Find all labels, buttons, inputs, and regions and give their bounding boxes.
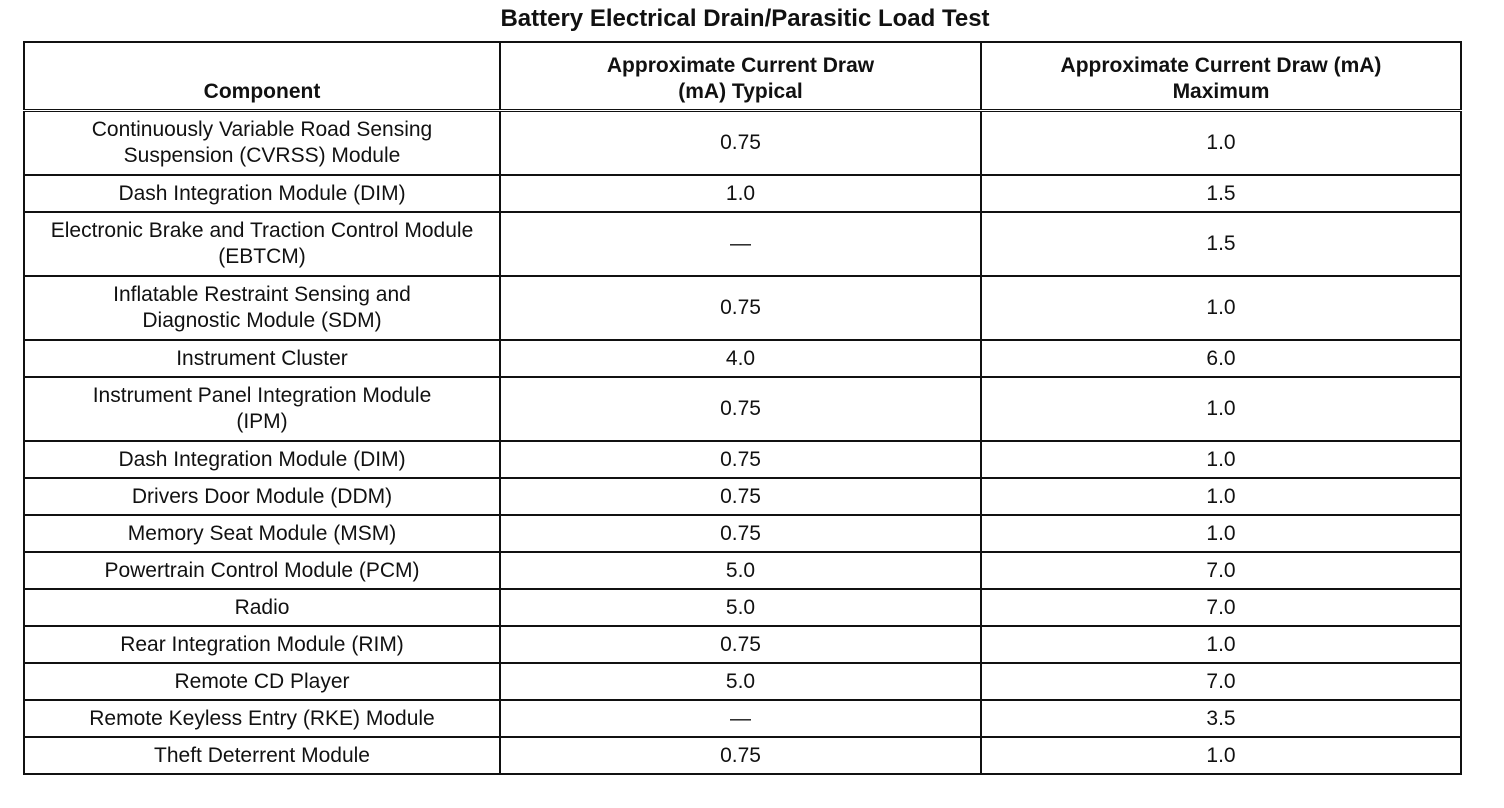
typical-cell: 0.75 xyxy=(500,377,981,441)
maximum-cell: 1.0 xyxy=(981,478,1461,515)
typical-cell: 5.0 xyxy=(500,589,981,626)
maximum-cell: 1.0 xyxy=(981,111,1461,176)
maximum-cell: 1.0 xyxy=(981,626,1461,663)
maximum-cell: 7.0 xyxy=(981,589,1461,626)
maximum-cell: 1.0 xyxy=(981,441,1461,478)
table-row xyxy=(24,276,1461,340)
component-cell: Instrument Panel Integration Module (IPM) xyxy=(24,377,500,441)
table-row xyxy=(24,175,1461,212)
typical-cell: — xyxy=(500,212,981,276)
maximum-cell: 7.0 xyxy=(981,552,1461,589)
table-row xyxy=(24,212,1461,276)
typical-cell: 0.75 xyxy=(500,515,981,552)
table-row xyxy=(24,340,1461,377)
header-row xyxy=(24,42,1461,111)
maximum-cell: 1.0 xyxy=(981,276,1461,340)
typical-cell: — xyxy=(500,700,981,737)
typical-cell: 5.0 xyxy=(500,552,981,589)
typical-cell: 0.75 xyxy=(500,276,981,340)
header-maximum: Approximate Current Draw (mA) Maximum xyxy=(981,42,1461,111)
table-row xyxy=(24,700,1461,737)
table-title: Battery Electrical Drain/Parasitic Load Test xyxy=(500,5,990,32)
header-component: Component xyxy=(24,42,500,111)
table-row xyxy=(24,377,1461,441)
current-draw-table xyxy=(23,41,1462,775)
component-cell: Radio xyxy=(24,589,500,626)
table-row xyxy=(24,552,1461,589)
typical-cell: 0.75 xyxy=(500,626,981,663)
component-cell: Memory Seat Module (MSM) xyxy=(24,515,500,552)
component-cell: Continuously Variable Road Sensing Suspension (CVRSS) Module xyxy=(24,111,500,176)
maximum-cell: 6.0 xyxy=(981,340,1461,377)
component-cell: Remote Keyless Entry (RKE) Module xyxy=(24,700,500,737)
typical-cell: 0.75 xyxy=(500,111,981,176)
table-row xyxy=(24,441,1461,478)
component-cell: Powertrain Control Module (PCM) xyxy=(24,552,500,589)
component-cell: Theft Deterrent Module xyxy=(24,737,500,774)
typical-cell: 0.75 xyxy=(500,478,981,515)
table-row xyxy=(24,111,1461,176)
typical-cell: 1.0 xyxy=(500,175,981,212)
table-row xyxy=(24,515,1461,552)
table-row xyxy=(24,626,1461,663)
maximum-cell: 1.5 xyxy=(981,175,1461,212)
maximum-cell: 1.0 xyxy=(981,515,1461,552)
component-cell: Instrument Cluster xyxy=(24,340,500,377)
table-row xyxy=(24,589,1461,626)
typical-cell: 5.0 xyxy=(500,663,981,700)
component-cell: Inflatable Restraint Sensing and Diagnostic Module (SDM) xyxy=(24,276,500,340)
component-cell: Drivers Door Module (DDM) xyxy=(24,478,500,515)
table-row xyxy=(24,478,1461,515)
table-row xyxy=(24,737,1461,774)
maximum-cell: 7.0 xyxy=(981,663,1461,700)
component-cell: Dash Integration Module (DIM) xyxy=(24,441,500,478)
typical-cell: 0.75 xyxy=(500,441,981,478)
table-row xyxy=(24,663,1461,700)
maximum-cell: 1.0 xyxy=(981,737,1461,774)
maximum-cell: 1.5 xyxy=(981,212,1461,276)
typical-cell: 0.75 xyxy=(500,737,981,774)
component-cell: Remote CD Player xyxy=(24,663,500,700)
maximum-cell: 1.0 xyxy=(981,377,1461,441)
maximum-cell: 3.5 xyxy=(981,700,1461,737)
header-typical: Approximate Current Draw (mA) Typical xyxy=(500,42,981,111)
typical-cell: 4.0 xyxy=(500,340,981,377)
component-cell: Electronic Brake and Traction Control Module (EBTCM) xyxy=(24,212,500,276)
component-cell: Dash Integration Module (DIM) xyxy=(24,175,500,212)
component-cell: Rear Integration Module (RIM) xyxy=(24,626,500,663)
